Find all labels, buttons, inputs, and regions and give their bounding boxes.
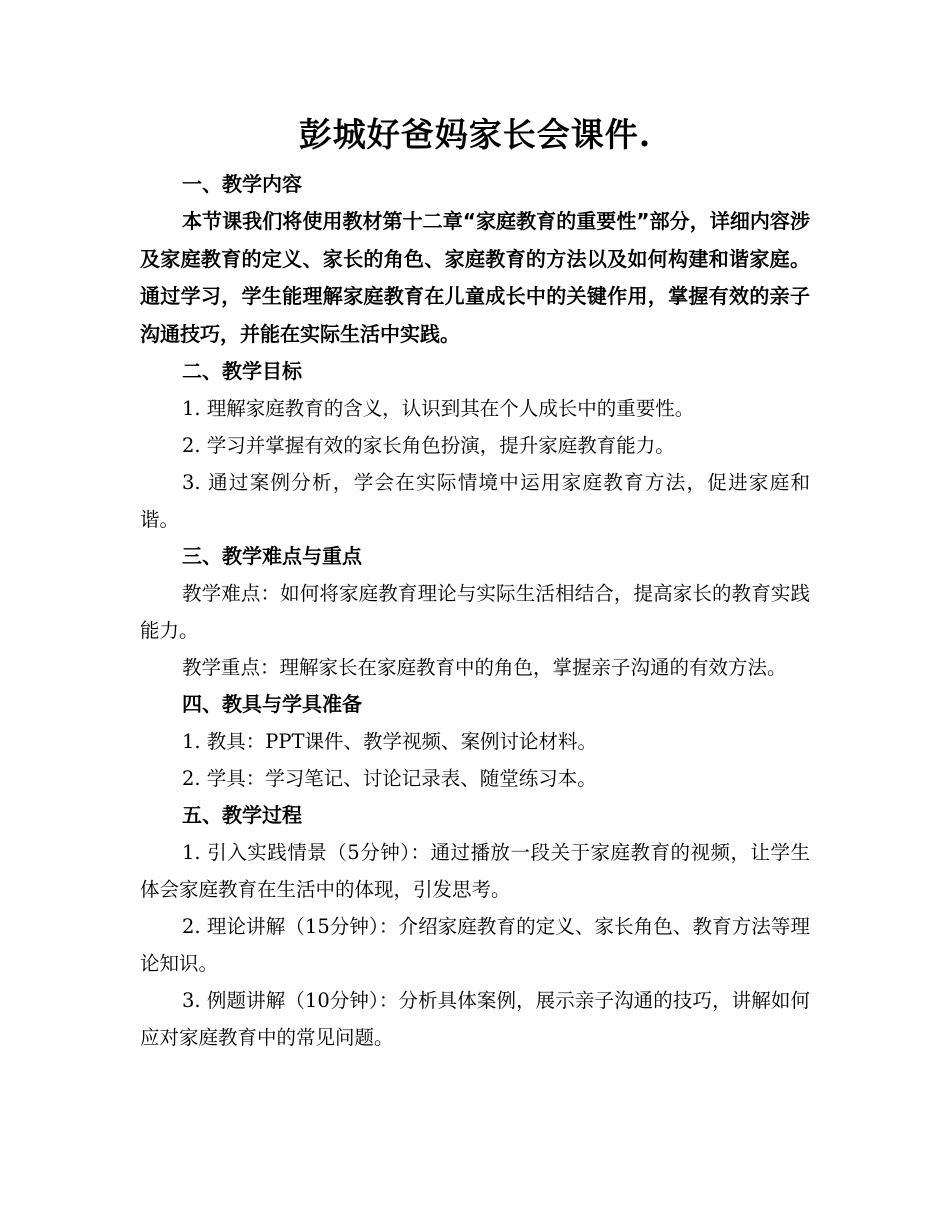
list-item: 1. 理解家庭教育的含义，认识到其在个人成长中的重要性。 — [182, 397, 695, 420]
list-item: 1. 教具：PPT课件、教学视频、案例讨论材料。 — [182, 730, 598, 753]
document-body — [140, 110, 810, 1056]
section-heading: 三、教学难点与重点 — [182, 544, 362, 568]
section-heading: 一、教学内容 — [182, 172, 302, 196]
list-item: 2. 学具：学习笔记、讨论记录表、随堂练习本。 — [182, 767, 597, 790]
paragraph: 本节课我们将使用教材第十二章“家庭教育的重要性”部分，详细内容涉及家庭教育的定义、家长的角色、家庭教育的方法以及如何构建和谐家庭。通过学习，学生能理解家庭教育在儿童成长中的关键作用，掌握有效的亲子沟通技巧，并能在实际生活中实践。 — [140, 209, 810, 346]
section-heading: 五、教学过程 — [182, 803, 302, 827]
section-heading: 二、教学目标 — [182, 359, 302, 383]
list-item: 3. 例题讲解（10分钟）：分析具体案例，展示亲子沟通的技巧，讲解如何应对家庭教育中的常见问题。 — [140, 989, 810, 1049]
list-item: 1. 引入实践情景（5分钟）：通过播放一段关于家庭教育的视频，让学生体会家庭教育在生活中的体现，引发思考。 — [140, 841, 810, 901]
list-item: 2. 学习并掌握有效的家长角色扮演，提升家庭教育能力。 — [182, 434, 675, 457]
document-title: 彭城好爸妈家长会课件. — [298, 115, 652, 154]
section-heading: 四、教具与学具准备 — [182, 692, 362, 716]
paragraph: 教学难点：如何将家庭教育理论与实际生活相结合，提高家长的教育实践能力。 — [140, 582, 810, 642]
list-item: 2. 理论讲解（15分钟）：介绍家庭教育的定义、家长角色、教育方法等理论知识。 — [140, 915, 810, 975]
paragraph: 教学重点：理解家长在家庭教育中的角色，掌握亲子沟通的有效方法。 — [182, 656, 787, 679]
list-item: 3. 通过案例分析，学会在实际情境中运用家庭教育方法，促进家庭和谐。 — [140, 471, 810, 531]
